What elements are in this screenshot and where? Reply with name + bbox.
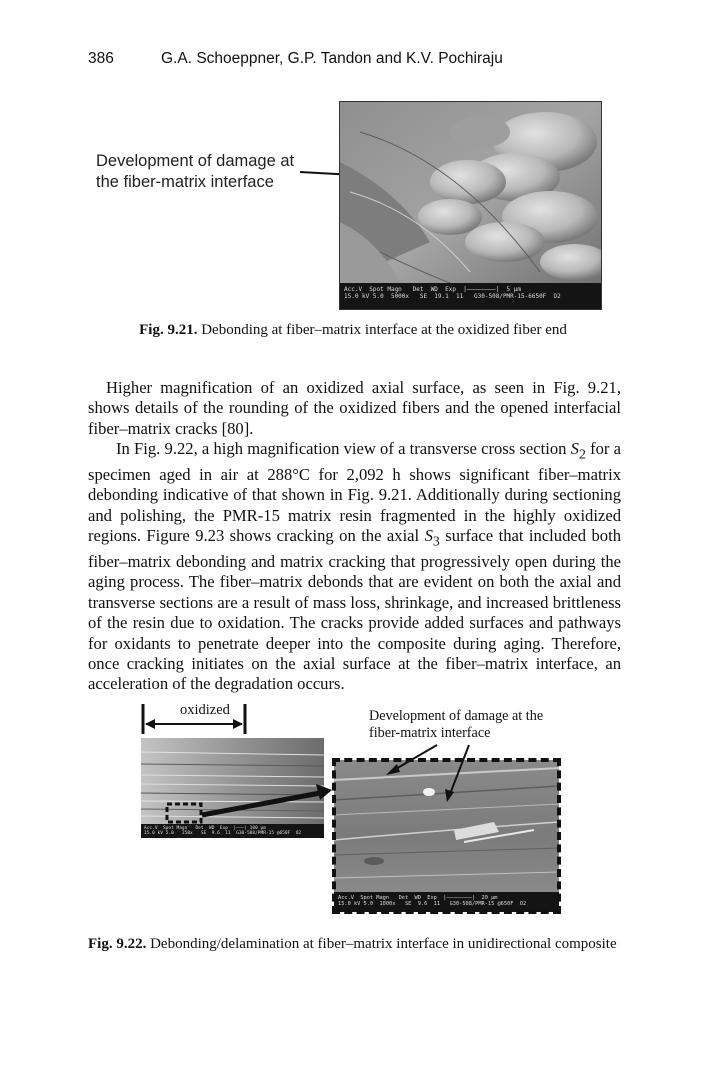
sem-micrograph-fiber-end — [339, 101, 602, 310]
sem-info-bar: Acc.V Spot Magn Det WD Exp |———| 100 µm 15.0 kV 5.0 250x SE 9.6 11 G30-508/PMR-15 @650F O2 — [141, 824, 324, 838]
figure-9-21-annotation: Development of damage at the fiber-matrix interface — [96, 152, 295, 191]
micrograph-image — [340, 102, 601, 309]
symbol-s2-subscript: 2 — [578, 446, 586, 462]
micrograph-image — [141, 738, 324, 838]
caption-label: Fig. 9.22. — [88, 936, 147, 952]
caption-text: Debonding at fiber–matrix interface at the oxidized fiber end — [201, 322, 567, 338]
zoom-region-frame — [332, 758, 561, 914]
paragraph-2-part-b: for a specimen aged in air at 288°C for 2,092 h shows significant fiber–matrix debonding indicative of that shown in Fig. 9.21. Additionally during sectioning and polishing, the PMR-15 matrix resin fragmented in the highly oxidized regions. Figure 9.23 shows cracking on the axial — [88, 439, 621, 546]
symbol-s2: S — [570, 439, 579, 459]
paragraph-2-part-a: In Fig. 9.22, a high magnification view of a transverse cross section — [116, 439, 571, 459]
symbol-s3-subscript: 3 — [432, 533, 440, 549]
symbol-s3: S — [424, 526, 433, 546]
figure-9-22-annotation: Development of damage at the fiber-matrix interface — [369, 708, 544, 741]
running-authors: G.A. Schoeppner, G.P. Tandon and K.V. Pochiraju — [161, 50, 503, 67]
sem-info-bar: Acc.V Spot Magn Det WD Exp |————————| 20 µm 15.0 kV 5.0 1000x SE 9.6 11 G30-508/PMR-15 @650F O2 — [334, 892, 559, 912]
figure-9-22-caption — [88, 934, 621, 954]
body-text — [88, 378, 621, 695]
page-number: 386 — [88, 50, 114, 67]
paragraph-1: Higher magnification of an oxidized axial surface, as seen in Fig. 9.21, shows details of the rounding of the oxidized fibers and the opened interfacial fiber–matrix cracks [80]. — [88, 378, 621, 438]
paragraph-2-part-c: surface that included both fiber–matrix debonding and matrix cracking that progressively open during the aging process. The fiber–matrix debonds that are evident on both the axial and transverse sections are a result of mass loss, shrinkage, and increased brittleness of the resin due to oxidation. The cracks provide added surfaces and pathways for oxidants to penetrate deeper into the composite during aging. Therefore, once cracking initiates on the axial surface at the fiber–matrix interface, an acceleration of the degradation occurs. — [88, 526, 621, 694]
caption-label: Fig. 9.21. — [139, 322, 198, 338]
sem-micrograph-low-mag — [141, 738, 324, 838]
oxidized-label: oxidized — [180, 702, 230, 718]
sem-info-bar: Acc.V Spot Magn Det WD Exp |————————| 5 µm 15.0 kV 5.0 5000x SE 19.1 11 G30-508/PMR-15-6650F O2 — [340, 283, 601, 309]
figure-9-21-caption — [88, 322, 618, 339]
paragraph-2 — [88, 439, 621, 695]
caption-text: Debonding/delamination at fiber–matrix interface in unidirectional composite — [150, 936, 617, 952]
